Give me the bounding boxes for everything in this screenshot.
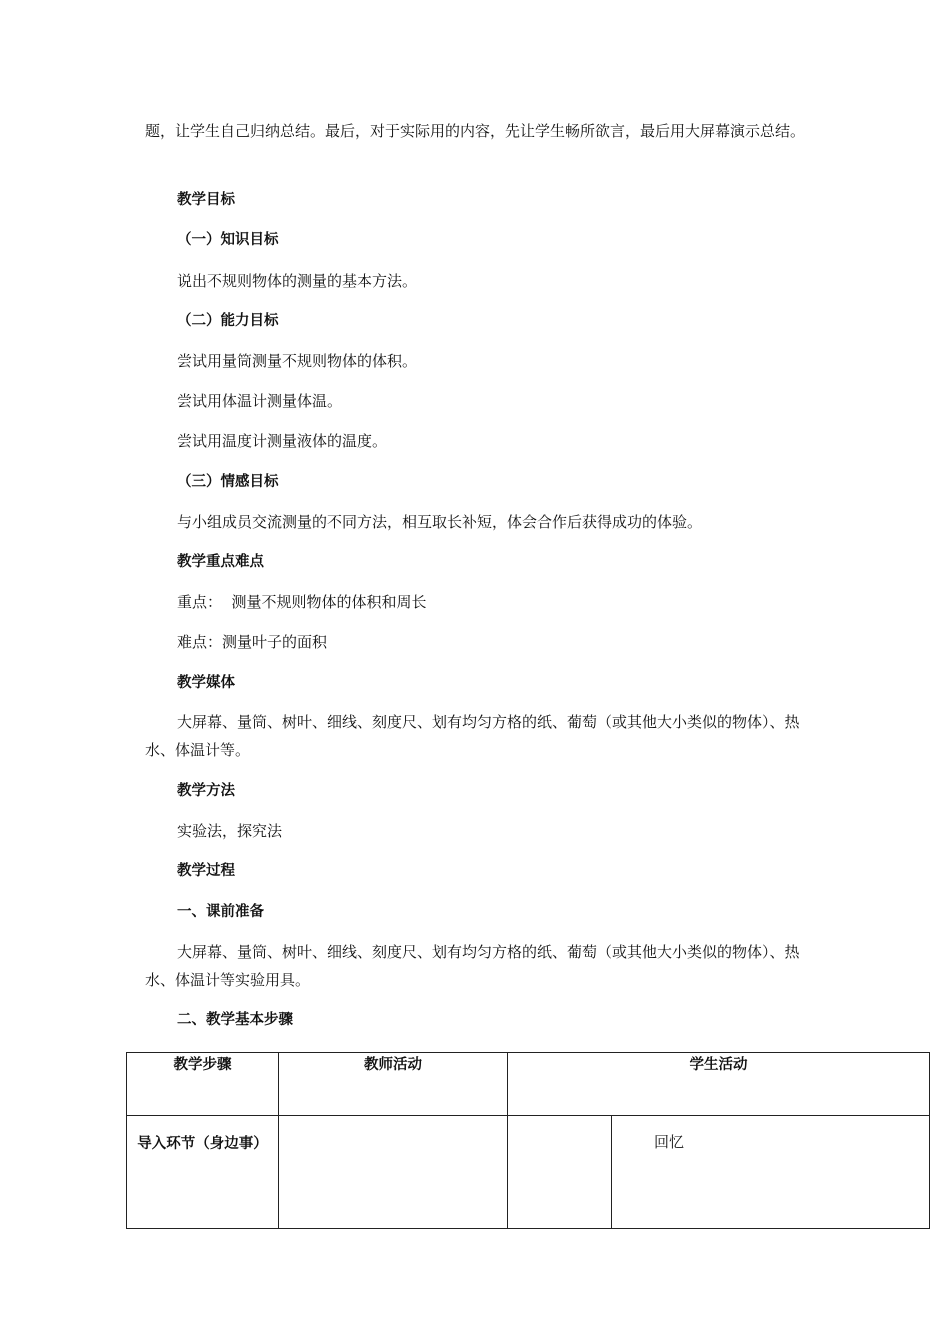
media-text: 大屏幕、量筒、树叶、细线、刻度尺、划有均匀方格的纸、葡萄（或其他大小类似的物体）、热水、体温计等。: [145, 713, 800, 759]
emotion-goal-item: 与小组成员交流测量的不同方法，相互取长补短，体会合作后获得成功的体验。: [177, 513, 703, 531]
ability-goals-heading: （二）能力目标: [177, 313, 279, 329]
method-heading: 教学方法: [177, 783, 235, 799]
prep-text: 大屏幕、量筒、树叶、细线、刻度尺、划有均匀方格的纸、葡萄（或其他大小类似的物体）、热水、体温计等实验用具。: [145, 943, 800, 989]
goals-heading: 教学目标: [177, 192, 235, 208]
teaching-steps-table: [126, 1052, 930, 1229]
table-row: [127, 1116, 930, 1229]
difficulty-text: 难点：测量叶子的面积: [177, 633, 328, 651]
ability-goal-item: 尝试用量筒测量不规则物体的体积。: [177, 352, 418, 370]
knowledge-goal-item: 说出不规则物体的测量的基本方法。: [177, 272, 418, 290]
steps-heading: 二、教学基本步骤: [177, 1012, 293, 1028]
ability-goal-item: 尝试用温度计测量液体的温度。: [177, 432, 388, 450]
intro-paragraph: 题，让学生自己归纳总结。最后，对于实际用的内容，先让学生畅所欲言，最后用大屏幕演示总结。: [145, 122, 806, 140]
header-cell-teacher: 教师活动: [279, 1053, 508, 1116]
process-heading: 教学过程: [177, 863, 235, 879]
key-point-text: 重点： 测量不规则物体的体积和周长: [177, 593, 427, 611]
table-header-row: [127, 1053, 930, 1116]
header-cell-step: 教学步骤: [127, 1053, 279, 1116]
student-activity-cell-left: [508, 1116, 612, 1229]
method-text: 实验法，探究法: [177, 822, 283, 840]
student-activity-cell-right: 回忆: [612, 1116, 930, 1229]
media-heading: 教学媒体: [177, 675, 235, 691]
knowledge-goals-heading: （一）知识目标: [177, 232, 279, 248]
header-cell-student: 学生活动: [508, 1053, 930, 1116]
key-points-heading: 教学重点难点: [177, 554, 264, 570]
step-cell: 导入环节（身边事）: [127, 1116, 279, 1229]
prep-heading: 一、课前准备: [177, 904, 264, 920]
teacher-activity-cell: [279, 1116, 508, 1229]
ability-goal-item: 尝试用体温计测量体温。: [177, 392, 343, 410]
emotion-goals-heading: （三）情感目标: [177, 474, 279, 490]
